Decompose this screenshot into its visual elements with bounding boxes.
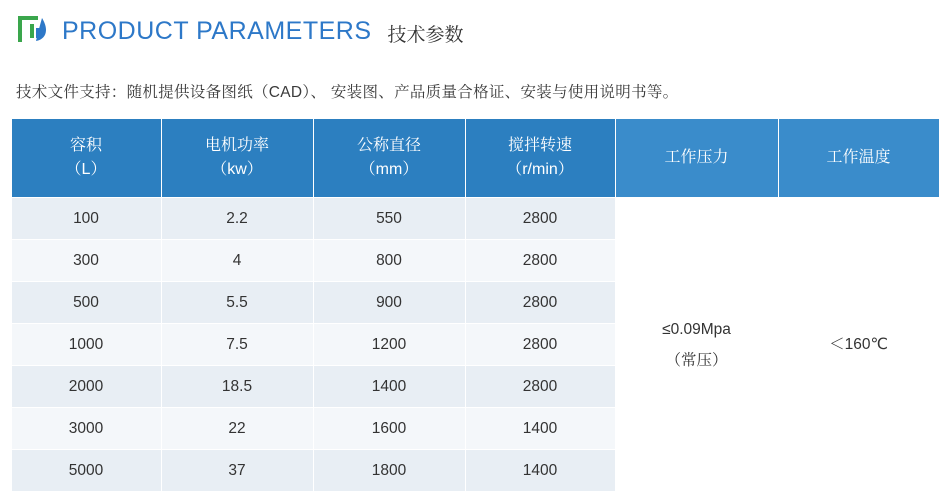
cell-speed: 2800 — [465, 240, 615, 282]
cell-power: 4 — [161, 240, 313, 282]
column-header-working-pressure: 工作压力 — [615, 119, 778, 198]
table-header-row — [11, 119, 939, 198]
table-row — [11, 198, 939, 240]
column-header-stirring-speed: 搅拌转速 （r/min） — [465, 119, 615, 198]
cell-volume: 300 — [11, 240, 161, 282]
cell-diameter: 1800 — [313, 450, 465, 492]
table-body — [11, 198, 939, 492]
cell-working-pressure: ≤0.09Mpa （常压） — [615, 198, 778, 492]
cell-power: 22 — [161, 408, 313, 450]
cell-diameter: 900 — [313, 282, 465, 324]
page-title-chinese: 技术参数 — [387, 24, 464, 46]
cell-volume: 1000 — [11, 324, 161, 366]
cell-diameter: 550 — [313, 198, 465, 240]
cell-diameter: 800 — [313, 240, 465, 282]
cell-volume: 5000 — [11, 450, 161, 492]
cell-diameter: 1600 — [313, 408, 465, 450]
page-header — [10, 0, 940, 62]
cell-power: 7.5 — [161, 324, 313, 366]
table-header — [11, 119, 939, 198]
cell-power: 5.5 — [161, 282, 313, 324]
cell-volume: 3000 — [11, 408, 161, 450]
cell-diameter: 1400 — [313, 366, 465, 408]
cell-speed: 1400 — [465, 408, 615, 450]
leaf-logo-icon — [16, 14, 50, 48]
cell-speed: 2800 — [465, 198, 615, 240]
cell-speed: 2800 — [465, 366, 615, 408]
column-header-volume: 容积 （L） — [11, 119, 161, 198]
cell-volume: 500 — [11, 282, 161, 324]
cell-volume: 100 — [11, 198, 161, 240]
cell-power: 18.5 — [161, 366, 313, 408]
cell-speed: 1400 — [465, 450, 615, 492]
cell-power: 2.2 — [161, 198, 313, 240]
cell-speed: 2800 — [465, 324, 615, 366]
technical-document-support-note: 技术文件支持：随机提供设备图纸（CAD）、 安装图、产品质量合格证、安装与使用说明书等。 — [16, 84, 679, 101]
page-title-english: PRODUCT PARAMETERS — [62, 16, 372, 45]
parameters-table — [11, 118, 940, 492]
cell-working-temperature: ＜160℃ — [778, 198, 939, 492]
column-header-nominal-diameter: 公称直径 （mm） — [313, 119, 465, 198]
column-header-working-temperature: 工作温度 — [778, 119, 939, 198]
cell-power: 37 — [161, 450, 313, 492]
cell-speed: 2800 — [465, 282, 615, 324]
column-header-motor-power: 电机功率 （kw） — [161, 119, 313, 198]
cell-volume: 2000 — [11, 366, 161, 408]
cell-diameter: 1200 — [313, 324, 465, 366]
